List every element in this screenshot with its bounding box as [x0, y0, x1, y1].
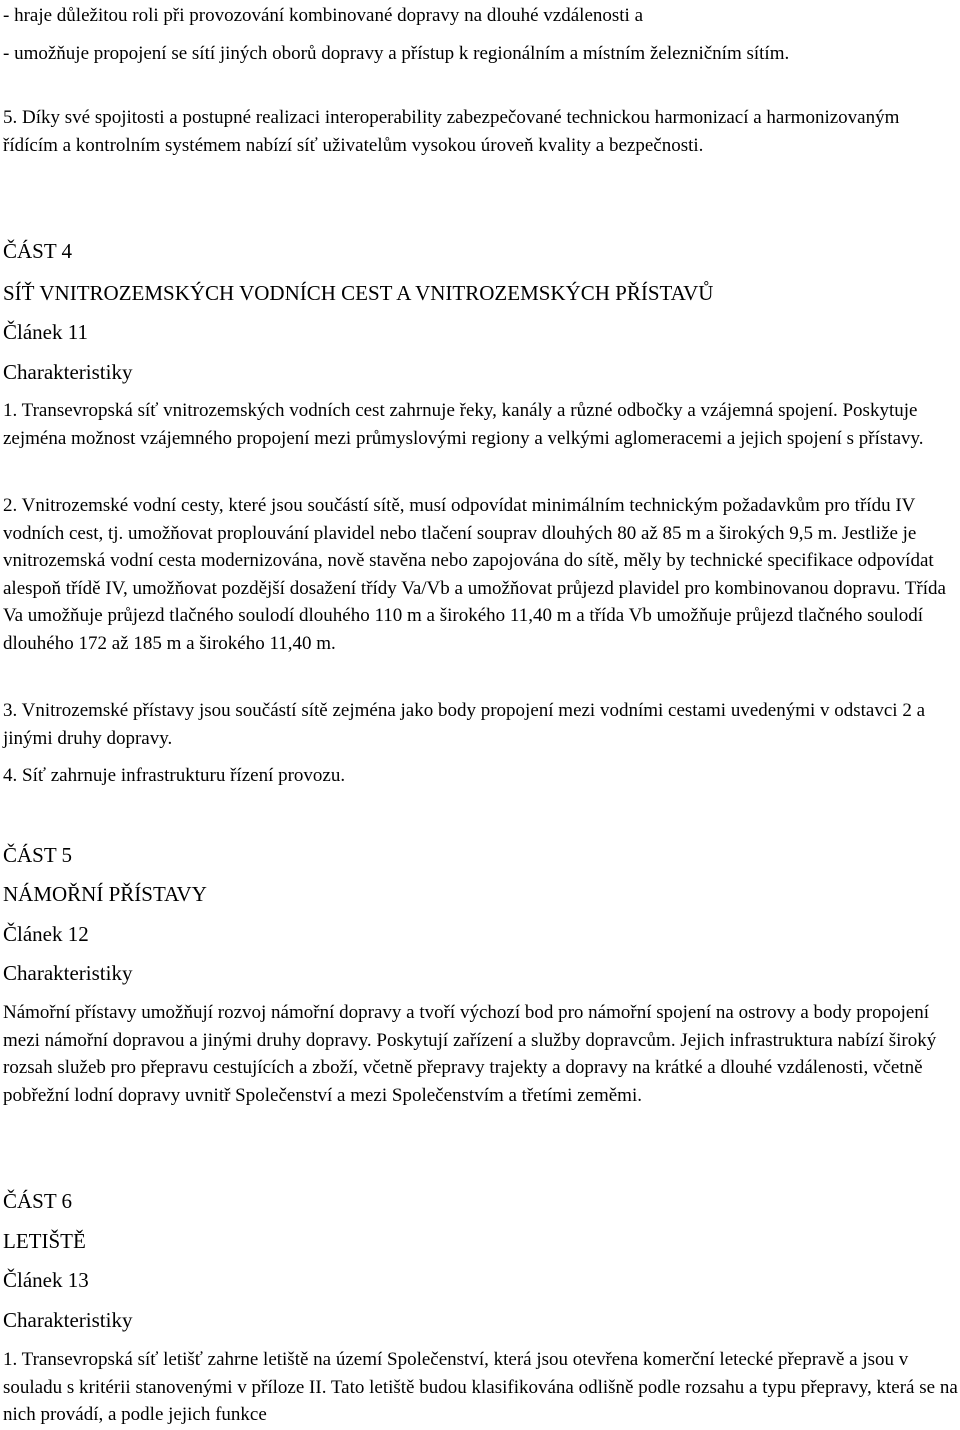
part4-article: Článek 11 — [3, 320, 88, 344]
part5-title: ČÁST 5 — [3, 843, 73, 867]
intro-line-1: - hraje důležitou roli při provozování kombinované dopravy na dlouhé vzdálenosti a — [3, 5, 644, 26]
part5-subtitle: Charakteristiky — [3, 961, 133, 985]
part4-title: ČÁST 4 — [3, 239, 73, 263]
part4-paragraph-4: 4. Síť zahrnuje infrastrukturu řízení provozu. — [3, 765, 346, 786]
part6-article: Článek 13 — [3, 1268, 89, 1292]
part4-paragraph-1: 1. Transevropská síť vnitrozemských vodních cest zahrnuje řeky, kanály a různé odbočky a vzájemná spojení. Poskytuje zejména možnost vzájemného propojení mezi průmyslovými regiony a velkými aglomeracemi a jejich spojení s přístavy. — [3, 400, 924, 449]
part5-article: Článek 12 — [3, 922, 89, 946]
part4-section-title: SÍŤ VNITROZEMSKÝCH VODNÍCH CEST A VNITROZEMSKÝCH PŘÍSTAVŮ — [3, 281, 714, 305]
intro-point-5: 5. Díky své spojitosti a postupné realizaci interoperability zabezpečované technickou harmonizací a harmonizovaným řídícím a kontrolním systémem nabízí síť uživatelům vysokou úroveň kvality a bezpečnosti. — [3, 107, 900, 156]
intro-line-2: - umožňuje propojení se sítí jiných oborů dopravy a přístup k regionálním a místním železničním sítím. — [3, 43, 790, 64]
part4-subtitle: Charakteristiky — [3, 360, 133, 384]
part5-section-title: NÁMOŘNÍ PŘÍSTAVY — [3, 882, 207, 906]
part4-paragraph-3: 3. Vnitrozemské přístavy jsou součástí sítě zejména jako body propojení mezi vodními cestami uvedenými v odstavci 2 a jinými druhy dopravy. — [3, 700, 926, 749]
part4-paragraph-2: 2. Vnitrozemské vodní cesty, které jsou součástí sítě, musí odpovídat minimálním technickým požadavkům pro třídu IV vodních cest, tj. umožňovat proplouvání plavidel nebo tlačení souprav dlouhých 80 až 85 m a širokých 9,5 m. Jestliže je vnitrozemská vodní cesta modernizována, nově stavěna nebo zapojována do sítě, měly by technické specifikace odpovídat alespoň třídě IV, umožňovat pozdější dosažení třídy Va/Vb a umožňovat průjezd plavidel pro kombinovanou dopravu. Třída Va umožňuje průjezd tlačného soulodí dlouhého 110 m a širokého 11,40 m a třída Vb umožňuje průjezd tlačného soulodí dlouhého 172 až 185 m a širokého 11,40 m. — [3, 495, 946, 654]
part5-paragraph: Námořní přístavy umožňují rozvoj námořní dopravy a tvoří výchozí bod pro námořní spojení na ostrovy a body propojení mezi námořní dopravou a jinými druhy dopravy. Poskytují zařízení a služby dopravcům. Jejich infrastruktura nabízí široký rozsah služeb pro přepravu cestujících a zboží, včetně přepravy trajekty a dopravy na krátké a dlouhé vzdálenosti, včetně pobřežní lodní dopravy uvnitř Společenství a mezi Společenstvím a třetími zeměmi. — [3, 1002, 937, 1106]
part6-title: ČÁST 6 — [3, 1189, 73, 1213]
part6-paragraph: 1. Transevropská síť letišť zahrne letiště na území Společenství, která jsou otevřena komerční letecké přepravě a jsou v souladu s kritérii stanovenými v příloze II. Tato letiště budou klasifikována odlišně podle rozsahu a typu přepravy, která se na nich provádí, a podle jejich funkce — [3, 1349, 958, 1425]
part6-subtitle: Charakteristiky — [3, 1308, 133, 1332]
part6-section-title: LETIŠTĚ — [3, 1229, 86, 1253]
